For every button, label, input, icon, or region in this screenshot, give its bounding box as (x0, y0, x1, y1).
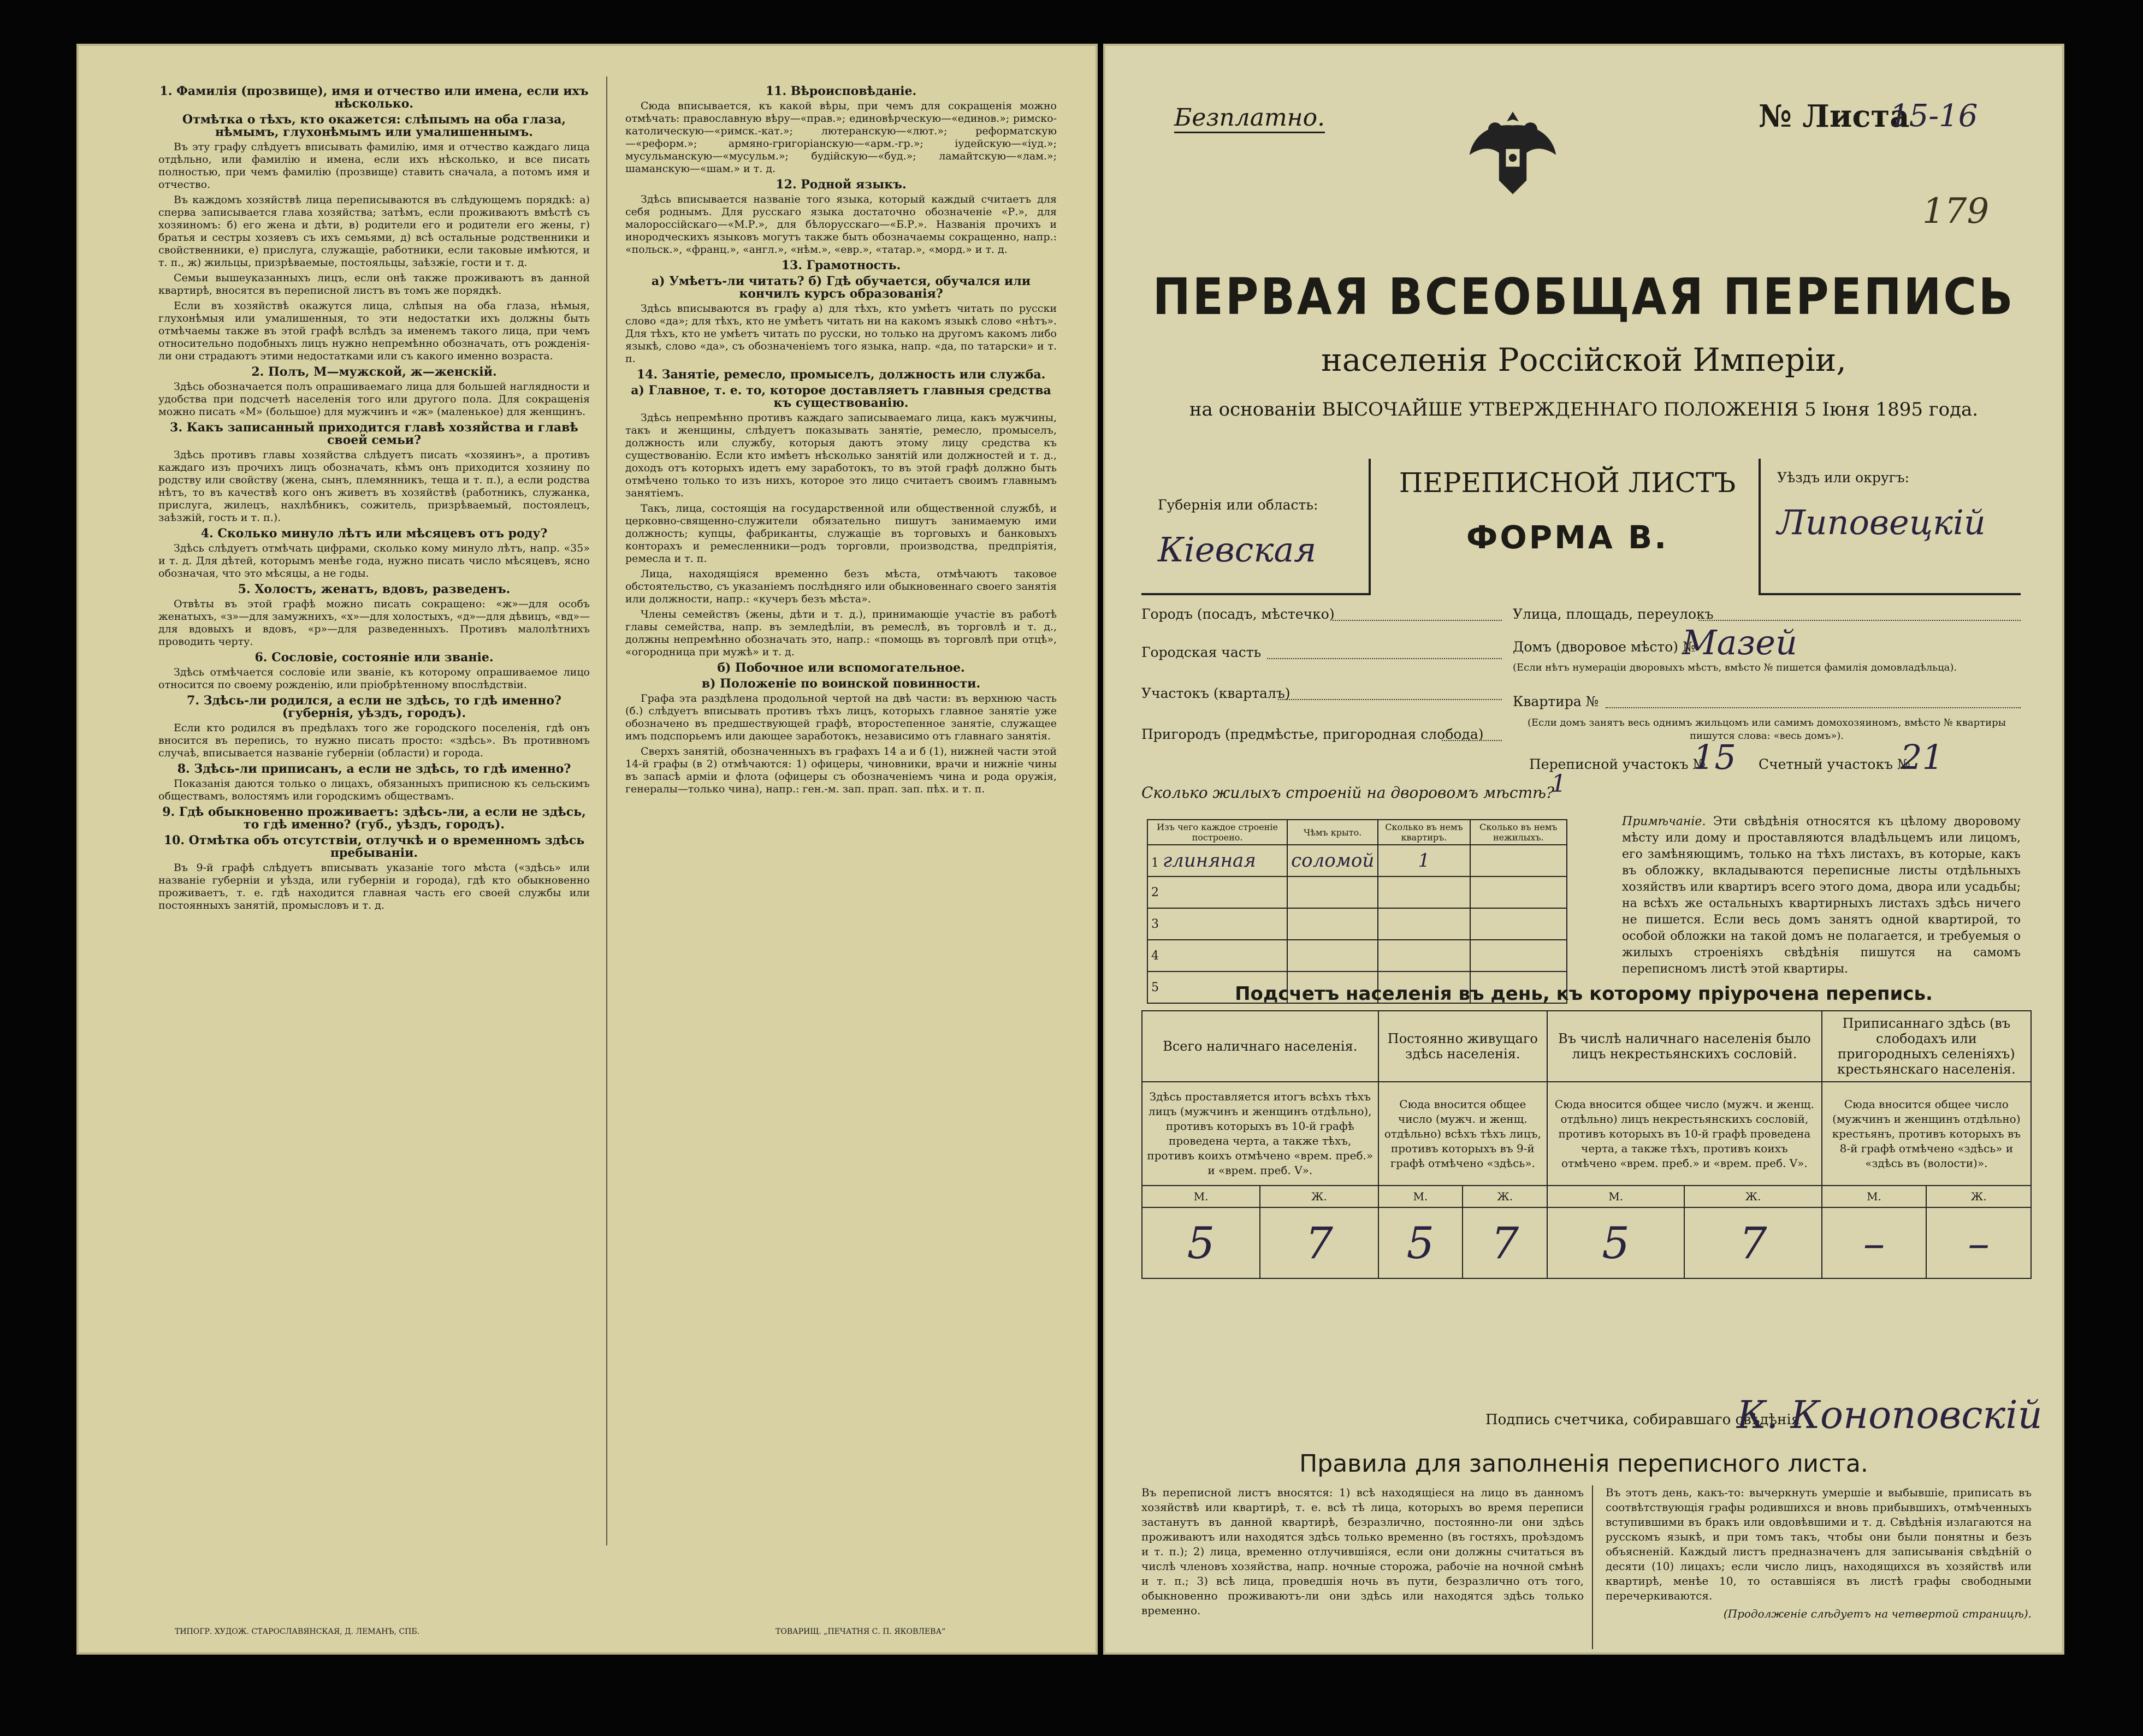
apartment-note: (Если домъ занятъ весь однимъ жильцомъ или самимъ домохозяиномъ, вмѣсто № квартиры пишутся слова: «весь домъ»). (1528, 717, 2006, 742)
section-heading: 11. Вѣроисповѣданіе. (765, 84, 917, 98)
buildings-table-header (1147, 820, 1567, 845)
paragraph: Если кто родился въ предѣлахъ того же городского поселенія, гдѣ онъ вносится въ перепись, то нужно писать просто: «здѣсь». Въ противномъ случаѣ, вписывается названіе губерніи (области) и города. (158, 722, 590, 759)
row-number: 2 (1147, 876, 1287, 908)
apartments-value: 1 (1378, 845, 1470, 876)
district-label: Участокъ (кварталъ) (1141, 685, 1290, 701)
form-title-type: ФОРМА В. (1466, 519, 1669, 556)
section-heading: в) Положеніе по воинской повинности. (701, 677, 981, 691)
table-row (1147, 908, 1567, 940)
paragraph: Здѣсь противъ главы хозяйства слѣдуетъ писать «хозяинъ», а противъ каждаго изъ прочихъ лицъ обозначать, кѣмъ онъ приходится хозяину по родству или свойству (жена, сынъ, племянникъ, теща и т. п.), а если родства нѣтъ, то въ качествѣ кого онъ живетъ въ хозяйствѣ (работникъ, служанка, прислуга, жилецъ, нахлѣбникъ, сожитель, призрѣваемый, постоялецъ, заѣзжій, гость и т. п.). (158, 449, 590, 524)
apartment-label: Квартира № (1513, 694, 1599, 709)
gubernia-box (1141, 459, 1371, 595)
desc-permanent: Сюда вносится общее число (мужч. и женщ. отдѣльно) всѣхъ тѣхъ лицъ, противъ которыхъ въ 9-й графѣ отмѣчено «здѣсь». (1378, 1082, 1548, 1186)
city-line (1333, 620, 1502, 621)
peasant-male: – (1822, 1207, 1927, 1278)
sheet-number-label: № Листа (1759, 98, 1910, 134)
sex-female: Ж. (1684, 1186, 1821, 1207)
buildings-table (1147, 819, 1567, 1004)
table-row (1147, 845, 1567, 876)
total-present-female: 7 (1260, 1207, 1378, 1278)
sex-female: Ж. (1463, 1186, 1547, 1207)
rules-divider (1592, 1485, 1593, 1649)
paragraph: Семьи вышеуказанныхъ лицъ, если онѣ также проживаютъ въ данной квартирѣ, вносятся въ переписной листъ въ томъ же порядкѣ. (158, 272, 590, 297)
note-block (1622, 814, 2021, 977)
paragraph: Отвѣты въ этой графѣ можно писать сокращено: «ж»—для особъ женатыхъ, «з»—для замужнихъ, «х»—для холостыхъ, «д»—для дѣвицъ, «вд»—для вдовыхъ и вдовъ, «р»—для разведенныхъ. Противъ малолѣтнихъ проводить черту. (158, 598, 590, 648)
population-count-title: Подсчетъ населенія въ день, къ которому пріурочена перепись. (1235, 983, 1933, 1005)
section-heading: б) Побочное или вспомогательное. (717, 661, 965, 675)
population-count-table (1141, 1010, 2032, 1279)
header-total-present: Всего наличнаго населенія. (1142, 1011, 1378, 1082)
material-value: глиняная (1163, 850, 1256, 872)
header-peasant: Приписаннаго здѣсь (въ слободахъ или пригородныхъ селеніяхъ) крестьянскаго населенія. (1822, 1011, 2031, 1082)
non-peasant-male: 5 (1547, 1207, 1684, 1278)
paragraph: Здѣсь обозначается полъ опрашиваемаго лица для большей наглядности и удобства при подсчетѣ населенія того или другого пола. Для сокращенія можно писать «М» (большое) для мужчинъ и «ж» (маленькое) для женщинъ. (158, 381, 590, 418)
permanent-female: 7 (1463, 1207, 1547, 1278)
paragraph: Лица, находящіяся временно безъ мѣста, отмѣчаютъ таковое обстоятельство, съ указаніемъ послѣдняго или обыкновеннаго своего занятія или должности, напр.: «кучеръ безъ мѣста». (625, 568, 1057, 605)
col-nonresidential: Сколько въ немъ нежилыхъ. (1470, 820, 1567, 845)
nonresidential-value (1470, 845, 1567, 876)
paragraph: Въ эту графу слѣдуетъ вписывать фамилію, имя и отчество каждаго лица отдѣльно, или фамилію и имена, если ихъ нѣсколько, и все писать полностью, при чемъ фамилію (прозвище) ставить сначала, а потомъ имя и отчество. (158, 141, 590, 191)
sex-male: М. (1547, 1186, 1684, 1207)
double-headed-eagle-icon (1464, 104, 1562, 202)
section-heading: 13. Грамотность. (781, 258, 901, 272)
section-heading: 2. Полъ, М—мужской, ж—женскій. (251, 365, 497, 379)
sheet-number-value: 15-16 (1890, 98, 1978, 134)
suburb-line (1442, 740, 1502, 741)
row-number: 3 (1147, 908, 1287, 940)
instructions-column-2 (625, 82, 1057, 798)
paragraph: Здѣсь слѣдуетъ отмѣчать цифрами, сколько кому минуло лѣтъ, напр. «35» и т. д. Для дѣтей, которымъ менѣе года, нужно писать число мѣсяцевъ, ясно обозначая, что это мѣсяцы, а не годы. (158, 542, 590, 579)
rules-column-1: Въ переписной листъ вносятся: 1) всѣ находящіеся на лицо въ данномъ хозяйствѣ или квартирѣ, т. е. всѣ тѣ лица, которыхъ во время переписи застанутъ въ данной квартирѣ, безразлично, постоянно-ли они здѣсь проживаютъ или находятся здѣсь только временно (въ гостяхъ, проѣздомъ и т. п.); 2) лица, временно отлучившіяся, если они должны считаться въ числѣ членовъ хозяйства, напр. ночные сторожа, рабочіе на ночной смѣнѣ и т. п.; 3) всѣ лица, проведшія ночь въ пути, безразлично отъ того, обыкновенно проживаютъ-ли они здѣсь или находятся здѣсь только временно. (1141, 1486, 1584, 1617)
section-heading: 8. Здѣсь-ли приписанъ, а если не здѣсь, то гдѣ именно? (177, 762, 571, 776)
paragraph: Здѣсь вписывается названіе того языка, который каждый считаетъ для себя роднымъ. Для русскаго языка достаточно обозначеніе «Р.», для малороссійскаго—«М.Р.», для бѣлорусскаго—«Б.Р.». Названія прочихъ и инородческихъ языковъ могутъ также быть обозначаемы сокращенно, напр.: «польск.», «франц.», «англ.», «нѣм.», «евр.», «татар.», «морд.» и т. д. (625, 193, 1057, 256)
section-heading: а) Главное, т. е. то, которое доставляетъ главныя средства къ существованію. (631, 383, 1051, 410)
street-line (1698, 620, 2021, 621)
enumerator-signature: К. Коноповскій (1737, 1393, 2043, 1437)
col-material: Изъ чего каждое строеніе построено. (1147, 820, 1287, 845)
instructions-column-1 (158, 82, 590, 915)
rules-column-2 (1606, 1485, 2032, 1621)
section-heading: Отмѣтка о тѣхъ, кто окажется: слѣпымъ на оба глаза, нѣмымъ, глухонѣмымъ или умалишеннымъ. (182, 112, 566, 139)
note-text: Эти свѣдѣнія относятся къ цѣлому дворовому мѣсту или дому и проставляются владѣльцемъ или лицомъ, его замѣняющимъ, только на тѣхъ листахъ, въ которые, какъ въ обложку, вкладываются переписные листы отдѣльныхъ хозяйствъ или квартиръ всего этого дома, двора или усадьбы; на всѣхъ же остальныхъ квартирныхъ листахъ здѣсь ничего не пишется. Если весь домъ занятъ одной квартирой, то особой обложки на такой домъ не полагается, и требуемыя о жилыхъ строеніяхъ свѣдѣнія пишутся на самомъ переписномъ листѣ этой квартиры. (1622, 815, 2021, 976)
uezd-box (1759, 459, 2021, 595)
form-title-list: ПЕРЕПИСНОЙ ЛИСТЪ (1399, 467, 1736, 499)
column-divider (606, 76, 607, 1545)
city-part-label: Городская часть (1141, 644, 1262, 660)
legal-basis: на основаніи ВЫСОЧАЙШЕ УТВЕРЖДЕННАГО ПОЛОЖЕНІЯ 5 Іюня 1895 года. (1189, 399, 1979, 420)
paragraph: Графа эта раздѣлена продольной чертой на двѣ части: въ верхнюю часть (б.) слѣдуетъ вписывать противъ тѣхъ лицъ, которыхъ главное занятіе уже обозначено въ предшествующей графѣ, второстепенное занятіе, служащее имъ подспорьемъ или дающее заработокъ, независимо отъ главнаго занятія. (625, 692, 1057, 742)
census-district-value: 15 (1693, 737, 1736, 777)
paragraph: Въ 9-й графѣ слѣдуетъ вписывать указаніе того мѣста («здѣсь» или названіе губерніи и уѣзда, или губерніи и города), гдѣ кто обыкновенно проживаетъ, т. е. гдѣ находится главная часть его своей службы или постоянныхъ занятій, промысловъ и т. д. (158, 862, 590, 911)
census-form-page (1103, 44, 2064, 1655)
row-number: 1 (1151, 856, 1159, 870)
desc-non-peasant: Сюда вносится общее число (мужч. и женщ. отдѣльно) лицъ некрестьянскихъ сословій, противъ которыхъ въ 10-й графѣ проведена черта, а также тѣхъ, противъ коихъ отмѣчено «врем. преб.» и «врем. преб. V». (1547, 1082, 1822, 1186)
col-apartments: Сколько въ немъ квартиръ. (1378, 820, 1470, 845)
col-roof: Чѣмъ крыто. (1287, 820, 1378, 845)
permanent-male: 5 (1378, 1207, 1463, 1278)
header-non-peasant: Въ числѣ наличнаго населенія было лицъ некрестьянскихъ сословій. (1547, 1011, 1822, 1082)
sex-female: Ж. (1260, 1186, 1378, 1207)
section-heading: 1. Фамилія (прозвище), имя и отчество или имена, если ихъ нѣсколько. (159, 84, 589, 111)
sex-male: М. (1142, 1186, 1260, 1207)
non-peasant-female: 7 (1684, 1207, 1821, 1278)
total-present-male: 5 (1142, 1207, 1260, 1278)
house-value: Мазей (1682, 623, 1797, 662)
city-part-line (1267, 658, 1502, 659)
header-permanent: Постоянно живущаго здѣсь населенія. (1378, 1011, 1548, 1082)
paragraph: Здѣсь непремѣнно противъ каждаго записываемаго лица, какъ мужчины, такъ и женщины, слѣдуетъ показывать занятіе, ремесло, промыселъ, должность или службу, которыя даютъ этому лицу средства къ существованію. Если кто имѣетъ нѣсколько занятій или должностей и т. д., доходъ отъ которыхъ идетъ ему заработокъ, то въ этой графѣ должно быть отмѣчено только то изъ нихъ, которое это лицо считаетъ своимъ главнымъ занятіемъ. (625, 412, 1057, 499)
paragraph: Сюда вписывается, къ какой вѣры, при чемъ для сокращенія можно отмѣчать: православную вѣру—«прав.»; единовѣрческую—«единов.»; римско-католическую—«римск.-кат.»; лютеранскую—«лют.»; реформатскую—«реформ.»; армяно-григоріанскую—«арм.-гр.»; іудейскую—«іуд.»; мусульманскую—«мусульм.»; будійскую—«буд.»; ламайтскую—«лам.»; шаманскую—«шам.» и т. д. (625, 100, 1057, 175)
archive-page-number: 179 (1922, 191, 1990, 232)
street-label: Улица, площадь, переулокъ (1513, 606, 1714, 622)
sex-female: Ж. (1926, 1186, 2031, 1207)
desc-total-present: Здѣсь проставляется итогъ всѣхъ тѣхъ лицъ (мужчинъ и женщинъ отдѣльно), противъ которыхъ въ 10-й графѣ проведена черта, а также тѣхъ, противъ коихъ отмѣчено «врем. преб.» и «врем. преб. V». (1142, 1082, 1378, 1186)
printer-footer-left: ТИПОГР. ХУДОЖ. СТАРОСЛАВЯНСКАЯ, Д. ЛЕМАНЪ, СПБ. (175, 1627, 420, 1636)
left-page (76, 44, 1098, 1655)
section-heading: а) Умѣетъ-ли читать? б) Гдѣ обучается, обучался или кончилъ курсъ образованія? (651, 274, 1031, 301)
section-heading: 5. Холостъ, женатъ, вдовъ, разведенъ. (238, 582, 511, 596)
house-note: (Если нѣтъ нумераціи дворовыхъ мѣстъ, вмѣсто № пишется фамилія домовладѣльца). (1513, 662, 1957, 673)
paragraph: Сверхъ занятій, обозначенныхъ въ графахъ 14 а и б (1), нижней части этой 14-й графы (в 2) отмѣчаются: 1) офицеры, чиновники, врачи и нижніе чины въ запасѣ арміи и флота (офицеры съ обозначеніемъ чина и рода оружія, генералы—только чина), напр.: ген.-м. зап. прап. зап. пѣх. и т. п. (625, 745, 1057, 795)
paragraph: Члены семействъ (жены, дѣти и т. д.), принимающіе участіе въ работѣ главы семейства, напр. въ земледѣліи, въ ремеслѣ, въ торговлѣ и т. д., должны непремѣнно обозначать это, напр.: «помощь въ торговлѣ при отцѣ», «огородница при мужѣ» и т. д. (625, 608, 1057, 658)
peasant-female: – (1926, 1207, 2031, 1278)
sex-male: М. (1378, 1186, 1463, 1207)
free-label: Безплатно. (1174, 104, 1325, 133)
section-heading: 4. Сколько минуло лѣтъ или мѣсяцевъ отъ роду? (200, 526, 548, 541)
house-label: Домъ (дворовое мѣсто) № (1513, 639, 1696, 655)
table-row (1147, 876, 1567, 908)
apartment-line (1606, 707, 2021, 708)
paragraph: Если въ хозяйствѣ окажутся лица, слѣпыя на оба глаза, нѣмыя, глухонѣмыя или умалишенныя, то эти недостатки ихъ должны быть отмѣчаемы также въ этой графѣ вслѣдъ за именемъ такого лица, при чемъ относительно подобныхъ лицъ нужно непремѣнно обозначать, отъ рожденія-ли они страдаютъ этими недостатками или съ какого именно возраста. (158, 300, 590, 362)
rules-title: Правила для заполненія переписного листа. (1299, 1450, 1868, 1478)
city-label: Городъ (посадъ, мѣстечко) (1141, 606, 1335, 622)
section-heading: 7. Здѣсь-ли родился, а если не здѣсь, то гдѣ именно? (губернія, уѣздъ, городъ). (187, 694, 561, 720)
gubernia-value: Кіевская (1158, 530, 1317, 570)
table-row (1147, 940, 1567, 971)
paragraph: Показанія даются только о лицахъ, обязанныхъ приписною къ сельскимъ обществамъ, волостямъ или городскимъ обществамъ. (158, 778, 590, 802)
section-heading: 12. Родной языкъ. (775, 177, 907, 192)
row-number: 5 (1147, 971, 1287, 1003)
enumerator-signature-label: Подпись счетчика, собиравшаго свѣдѣнія (1485, 1412, 1801, 1428)
paragraph: Здѣсь вписываются въ графу а) для тѣхъ, кто умѣетъ читать по русски слово «да»; для тѣхъ, кто не умѣетъ читать ни на какомъ языкѣ слово «нѣтъ». Для тѣхъ, кто не умѣетъ читать по русски, но только на другомъ какомъ либо языкѣ, слово «да», съ обозначеніемъ того языка, напр. «да, по татарски» и т. п. (625, 303, 1057, 365)
section-heading: 10. Отмѣтка объ отсутствіи, отлучкѣ и о временномъ здѣсь пребываніи. (163, 833, 585, 860)
section-heading: 3. Какъ записанный приходится главѣ хозяйства и главѣ своей семьи? (170, 420, 578, 447)
paragraph: Такъ, лица, состоящія на государственной или общественной службѣ, и церковно-священно-служители обязательно пишутъ занимаемую ими должность; купцы, фабриканты, служащіе въ торговыхъ и банковыхъ конторахъ и ремесленники—родъ торговли, производства, предпріятія, ремесла и т. п. (625, 502, 1057, 565)
roof-value: соломой (1287, 845, 1378, 876)
suburb-label: Пригородъ (предмѣстье, пригородная слобода) (1141, 726, 1484, 742)
district-line (1278, 699, 1502, 700)
rules-column-2-text: Въ этотъ день, какъ-то: вычеркнуть умершіе и выбывшіе, приписать въ соотвѣтствующія графы родившихся и вновь прибывшихъ, отмѣченныхъ вступившими въ бракъ или овдовѣвшими и т. д. Свѣдѣнія излагаются на русскомъ языкѣ, и при томъ такъ, чтобы они были понятны и безъ объясненій. Каждый листъ предназначенъ для записыванія свѣдѣній о десяти (10) лицахъ; если число лицъ, находящихся въ хозяйствѣ или квартирѣ, менѣе 10, то оставшіяся въ листѣ графы свободными перечеркиваются. (1606, 1486, 2032, 1602)
printer-footer-right: ТОВАРИЩ. „ПЕЧАТНЯ С. П. ЯКОВЛЕВА“ (775, 1627, 946, 1636)
counting-district-label: Счетный участокъ № (1759, 756, 1910, 772)
paragraph: Здѣсь отмѣчается сословіе или званіе, къ которому опрашиваемое лицо относится по своему рожденію, или пріобрѣтенному впослѣдствіи. (158, 666, 590, 691)
section-heading: 14. Занятіе, ремесло, промыселъ, должность или служба. (636, 368, 1046, 382)
note-title: Примѣчаніе. (1622, 815, 1706, 828)
uezd-value: Липовецкій (1777, 502, 1986, 542)
gubernia-label: Губернія или область: (1158, 497, 1318, 513)
form-subtitle: населенія Россійской Имперіи, (1321, 341, 1846, 378)
section-heading: 6. Сословіе, состояніе или званіе. (254, 650, 494, 665)
desc-peasant: Сюда вносится общее число (мужчинъ и женщинъ отдѣльно) крестьянъ, противъ которыхъ въ 8-й графѣ отмѣчено «здѣсь» и «здѣсь въ (волости)». (1822, 1082, 2031, 1186)
paragraph: Въ каждомъ хозяйствѣ лица переписываются въ слѣдующемъ порядкѣ: а) сперва записывается глава хозяйства; затѣмъ, если проживаютъ вмѣстѣ съ хозяиномъ: б) его жена и дѣти, в) родители его и родители его жены, г) братья и сестры хозяевъ съ ихъ семьями, д) всѣ остальные родственники и свойственники, е) прислуга, служащіе, работники, если таковые имѣются, и т. п., ж) жильцы, призрѣваемые, постояльцы, заѣзжіе, гости и т. д. (158, 194, 590, 269)
sex-male: М. (1822, 1186, 1927, 1207)
rules-continuation: (Продолженіе слѣдуетъ на четвертой страницѣ). (1723, 1607, 2032, 1620)
form-title: ПЕРВАЯ ВСЕОБЩАЯ ПЕРЕПИСЬ (1152, 268, 2015, 326)
section-heading: 9. Гдѣ обыкновенно проживаетъ: здѣсь-ли, а если не здѣсь, то гдѣ именно? (губ., уѣздъ, городъ). (162, 805, 586, 832)
counting-district-value: 21 (1901, 737, 1944, 777)
census-district-label: Переписной участокъ № (1529, 756, 1706, 772)
dwellings-value: 1 (1551, 770, 1566, 798)
uezd-label: Уѣздъ или округъ: (1777, 470, 1909, 485)
row-number: 4 (1147, 940, 1287, 971)
dwellings-question: Сколько жилыхъ строеній на дворовомъ мѣстѣ? (1141, 784, 1554, 802)
